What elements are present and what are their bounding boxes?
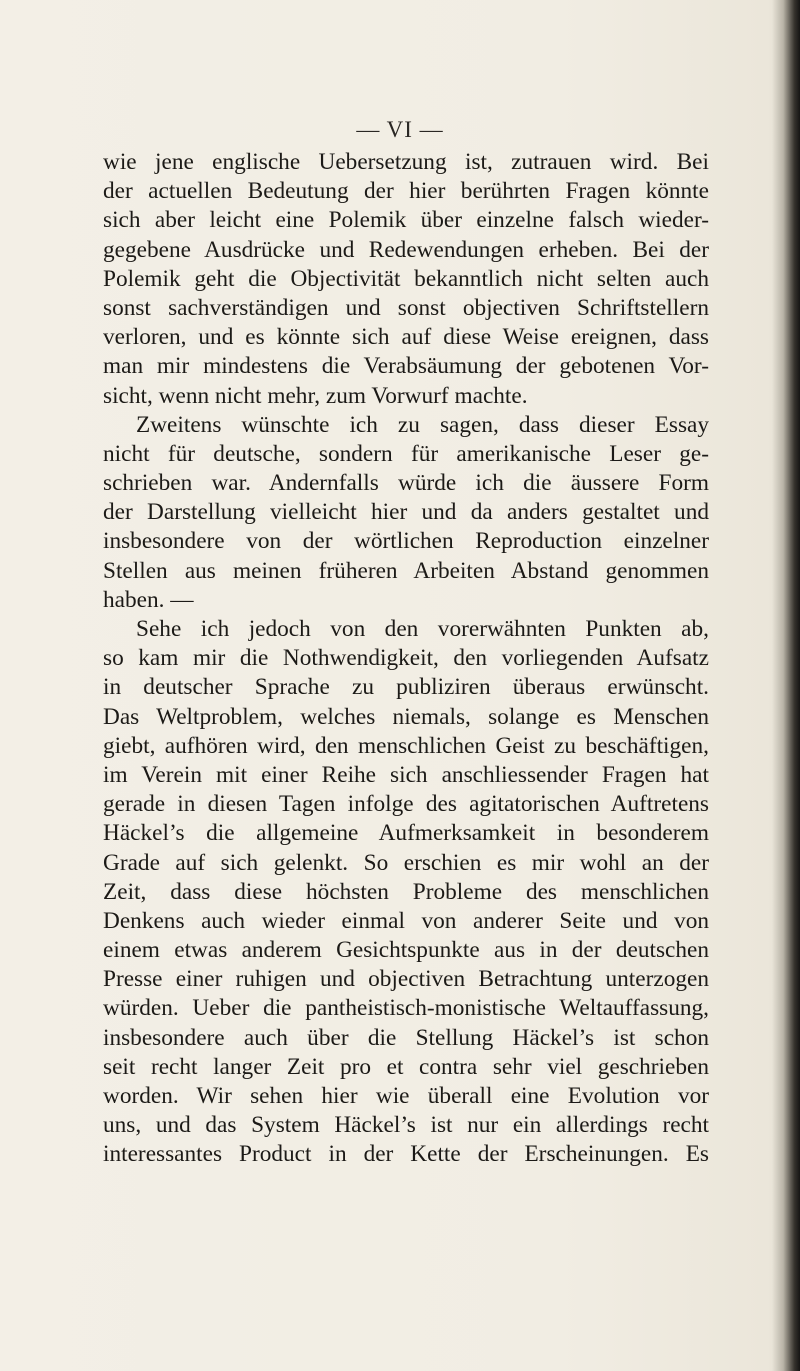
- text-line: gegebene Ausdrücke und Redewendungen erheben. Bei der: [103, 236, 709, 263]
- text-line: man mir mindestens die Verabsäumung der gebotenen Vor-: [103, 353, 709, 380]
- text-line: worden. Wir sehen hier wie überall eine Evolution vor: [103, 1083, 709, 1109]
- text-line: verloren, und es könnte sich auf diese Weise ereignen, dass: [103, 324, 709, 351]
- text-line: nicht für deutsche, sondern für amerikanische Leser ge-: [103, 440, 709, 467]
- text-line: so kam mir die Nothwendigkeit, den vorliegenden Aufsatz: [103, 645, 709, 672]
- text-line: haben. —: [103, 586, 194, 613]
- text-line: Zweitens wünschte ich zu sagen, dass dieser Essay: [136, 411, 709, 438]
- text-line: interessantes Product in der Kette der Erscheinungen. Es: [103, 1141, 709, 1168]
- text-line: wie jene englische Uebersetzung ist, zutrauen wird. Bei: [103, 149, 709, 175]
- text-line: Denkens auch wieder einmal von anderer Seite und von: [103, 907, 709, 934]
- text-line: Häckel’s die allgemeine Aufmerksamkeit in besonderem: [103, 820, 709, 847]
- body-text: [103, 148, 709, 1170]
- running-head: — VI —: [356, 117, 444, 142]
- text-line: schrieben war. Andernfalls würde ich die äussere Form: [103, 470, 709, 497]
- text-line: der Darstellung vielleicht hier und da anders gestaltet und: [103, 499, 709, 526]
- text-line: insbesondere auch über die Stellung Häckel’s ist schon: [103, 1024, 709, 1051]
- text-line: würden. Ueber die pantheistisch-monistische Weltauffassung,: [103, 995, 709, 1022]
- text-line: seit recht langer Zeit pro et contra sehr viel geschrieben: [103, 1053, 709, 1080]
- page-spine-shadow: [772, 0, 800, 1371]
- text-line: der actuellen Bedeutung der hier berührten Fragen könnte: [103, 178, 709, 205]
- text-line: Presse einer ruhigen und objectiven Betrachtung unterzogen: [103, 966, 709, 993]
- text-line: sicht, wenn nicht mehr, zum Vorwurf machte.: [103, 382, 528, 409]
- text-line: sonst sachverständigen und sonst objectiven Schriftstellern: [103, 294, 709, 321]
- text-line: gerade in diesen Tagen infolge des agitatorischen Auftretens: [103, 791, 709, 818]
- text-line: einem etwas anderem Gesichtspunkte aus in der deutschen: [103, 937, 709, 964]
- text-line: sich aber leicht eine Polemik über einzelne falsch wieder-: [103, 207, 709, 234]
- text-line: insbesondere von der wörtlichen Reproduction einzelner: [103, 528, 709, 555]
- text-line: Stellen aus meinen früheren Arbeiten Abstand genommen: [103, 557, 709, 584]
- text-line: Das Weltproblem, welches niemals, solange es Menschen: [103, 703, 709, 730]
- text-line: im Verein mit einer Reihe sich anschliessender Fragen hat: [103, 761, 709, 788]
- text-line: uns, und das System Häckel’s ist nur ein allerdings recht: [103, 1112, 709, 1139]
- text-line: Grade auf sich gelenkt. So erschien es mir wohl an der: [103, 849, 709, 876]
- text-line: in deutscher Sprache zu publiziren überaus erwünscht.: [103, 674, 709, 701]
- text-line: giebt, aufhören wird, den menschlichen Geist zu beschäftigen,: [103, 732, 709, 759]
- text-line: Zeit, dass diese höchsten Probleme des menschlichen: [103, 878, 709, 905]
- text-line: Polemik geht die Objectivität bekanntlich nicht selten auch: [103, 265, 709, 292]
- text-line: Sehe ich jedoch von den vorerwähnten Punkten ab,: [136, 616, 709, 642]
